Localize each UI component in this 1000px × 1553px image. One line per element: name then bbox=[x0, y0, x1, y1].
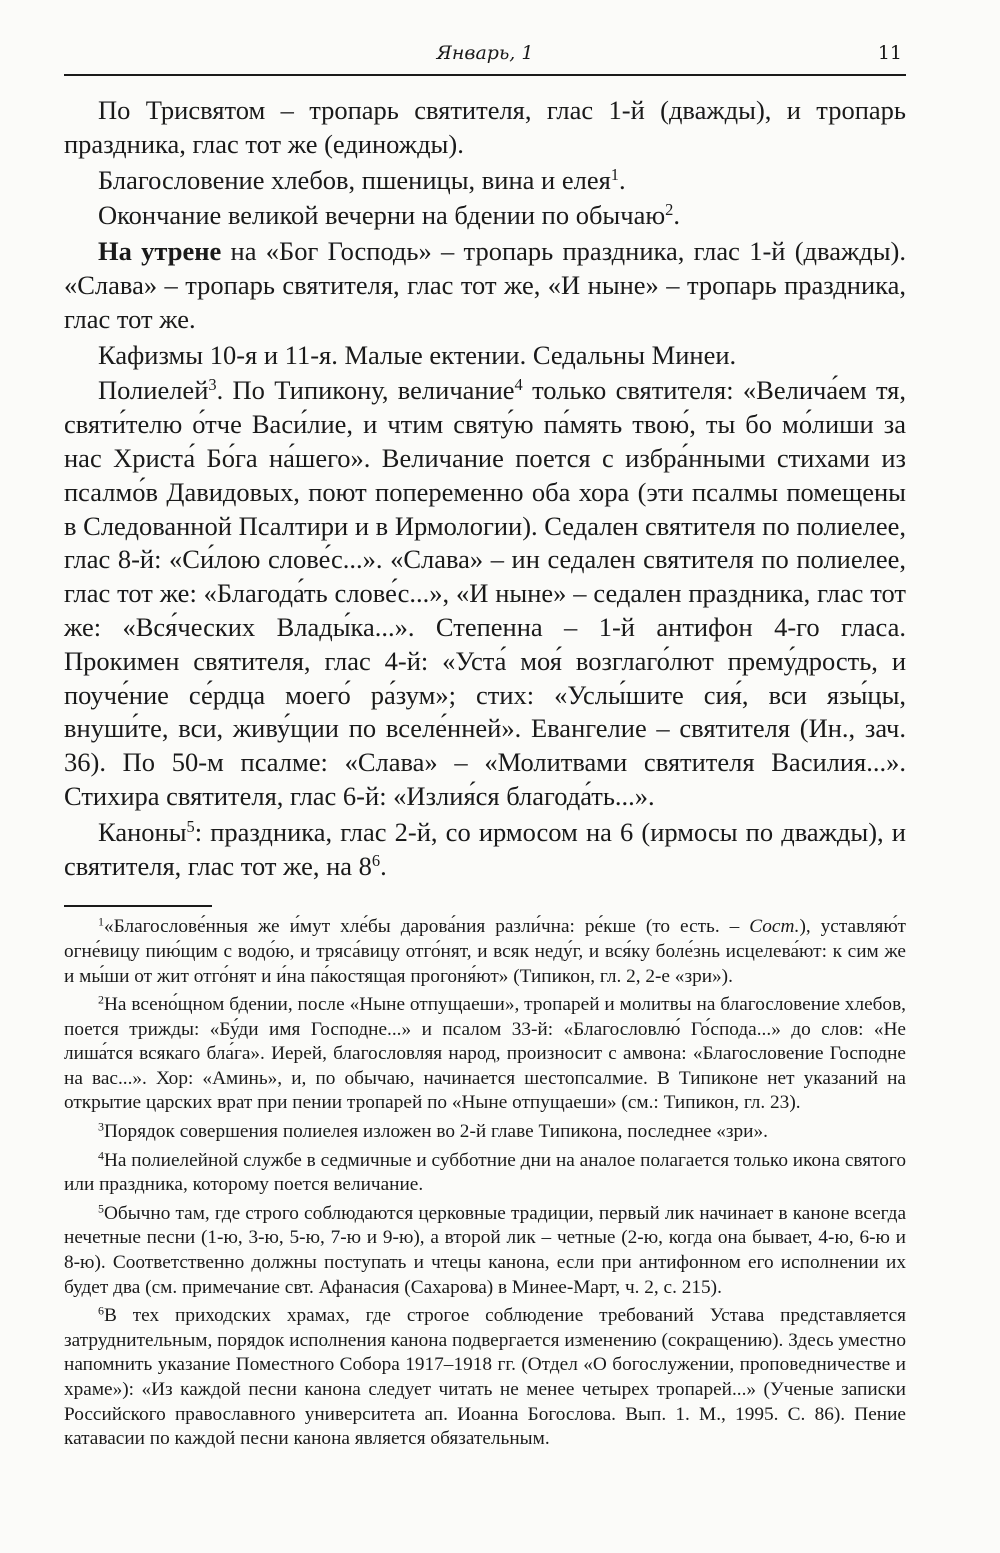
footnote: $^6$В тех приходских храмах, где строгое соблюдение требований Устава представляется затруднительным, порядок исполнения канона подвергается изменению (сокращению). Здесь уместно напомнить указание Поместного Собора 1917–1918 гг. (Отдел «О богослужении, проповедничестве и храме»): «Из каждой песни канона следует читать не менее четырех тропарей...» (Ученые записки Российского православного университета ап. Иоанна Богослова. Вып. 1. М., 1995. С. 86). Пение катавасии по каждой песни канона является обязательным. bbox=[64, 1303, 906, 1450]
footnotes bbox=[64, 915, 906, 1451]
paragraph: Благословение хлебов, пшеницы, вина и елея$^1$. bbox=[98, 164, 626, 195]
footnote-number: 4 bbox=[98, 1148, 104, 1163]
running-head bbox=[64, 38, 906, 74]
footnote-ref: 4 bbox=[514, 375, 523, 395]
footnote-number: 1 bbox=[98, 914, 104, 929]
footnote-rule bbox=[64, 905, 212, 907]
footnote-number: 3 bbox=[98, 1119, 104, 1134]
footnote-ref: 1 bbox=[610, 164, 619, 184]
header-rule bbox=[64, 74, 906, 76]
book-page bbox=[64, 38, 906, 1456]
running-head-title: Январь, 1 bbox=[436, 42, 534, 64]
paragraph: На утрене на «Бог Господь» – тропарь праздника, глас 1-й (дважды). «Слава» – тропарь святителя, глас тот же, «И ныне» – тропарь праздника, глас тот же. bbox=[64, 236, 907, 334]
paragraph: Полиелей$^3$. По Типикону, величание$^4$ только святителя: «Велича́ем тя, святи́телю о́тче Васи́лие, и чтим святу́ю па́мять твою́, ты бо мо́лиши за нас Христа́ Бо́га на́шего». Величание поется с избра́нными стихами из псалмо́в Давидовых, поют попеременно оба хора (эти псалмы помещены в Следованной Псалтири и в Ирмологии). Седален святителя по полиелее, глас 8-й: «Си́лою слове́с...». «Слава» – ин седален святителя по полиелее, глас тот же: «Благода́ть слове́с...», «И ныне» – седален праздника, глас тот же: «Вся́ческих Влады́ка...». Степенна – 1-й антифон 4-го гласа. Прокимен святителя, глас 4-й: «Уста́ моя́ возглаго́лют прему́дрость, и поуче́ние се́рдца моего́ ра́зум»; стих: «Услы́шите сия́, вси язы́цы, внуши́те, вси, живу́щии по вселе́нней». Евангелие – святителя (Ин., зач. 36). По 50-м псалме: «Слава» – «Молитвами святителя Василия...». Стихира святителя, глас 6-й: «Излия́ся благода́ть...». bbox=[64, 375, 906, 811]
paragraph: По Трисвятом – тропарь святителя, глас 1-й (дважды), и тропарь праздника, глас тот же (единожды). bbox=[64, 95, 906, 159]
footnote-ref: 2 bbox=[665, 200, 674, 220]
footnote-ref: 3 bbox=[208, 375, 217, 395]
paragraph: Окончание великой вечерни на бдении по обычаю$^2$. bbox=[98, 200, 680, 231]
footnote: $^2$На всено́щном бдении, после «Ныне отпущаеши», тропарей и молитвы на благословение хлебов, поется трижды: «Бу́ди имя Господне...» и псалом 33-й: «Благословлю́ Го́спода...» до слов: «Не лиша́тся всякаго бла́га». Иерей, благословляя народ, произносит с амвона: «Благословение Господне на вас...». Хор: «Аминь», и, по обычаю, начинается шестопсалмие. В Типиконе нет указаний на открытие царских врат при пении тропарей по «Ныне отпущаеши» (см.: Типикон, гл. 23). bbox=[64, 992, 906, 1114]
footnote-ref: 6 bbox=[371, 850, 381, 870]
footnote-number: 5 bbox=[98, 1201, 104, 1216]
paragraph: Каноны$^5$: праздника, глас 2-й, со ирмосом на 6 (ирмосы по дважды), и святителя, глас тот же, на $8^6$. bbox=[64, 816, 906, 881]
footnote-number: 2 bbox=[98, 992, 104, 1007]
footnote-ref: 5 bbox=[186, 816, 195, 836]
footnote-number: 6 bbox=[98, 1303, 104, 1318]
footnote: $^1$«Благослове́нныя же и́мут хле́бы дарова́ния разли́чна: ре́кше (то есть. – Сост.), уставляю́т огне́вицу пию́щим с водо́ю, и тряса́вицу отго́нят, и всяк неду́г, и вся́ку боле́знь исцелева́ют: к сим же и мы́ши от жит отго́нят и и́на па́костящая прогоня́ют» (Типикон, гл. 2, 2-е «зри»). bbox=[64, 914, 906, 987]
main-text bbox=[64, 94, 906, 883]
paragraph: Кафизмы 10-я и 11-я. Малые ектении. Седальны Минеи. bbox=[98, 339, 737, 370]
footnote: $^5$Обычно там, где строго соблюдаются церковные традиции, первый лик начинает в каноне всегда нечетные песни (1-ю, 3-ю, 5-ю, 7-ю и 9-ю), а второй лик – четные (2-ю, когда она бывает, 4-ю, 6-ю и 8-ю). Соответственно должны поступать и чтецы канона, если при антифонном его исполнении их будет два (см. примечание свт. Афанасия (Сахарова) в Минее-Март, ч. 2, с. 215). bbox=[64, 1201, 906, 1298]
page-number: 11 bbox=[877, 42, 902, 64]
footnote: $^4$На полиелейной службе в седмичные и субботние дни на аналое полагается только икона святого или праздника, которому поется величание. bbox=[64, 1148, 906, 1196]
section-lead: На утрене bbox=[98, 236, 222, 267]
footnote: $^3$Порядок совершения полиелея изложен во 2-й главе Типикона, последнее «зри». bbox=[98, 1119, 768, 1143]
